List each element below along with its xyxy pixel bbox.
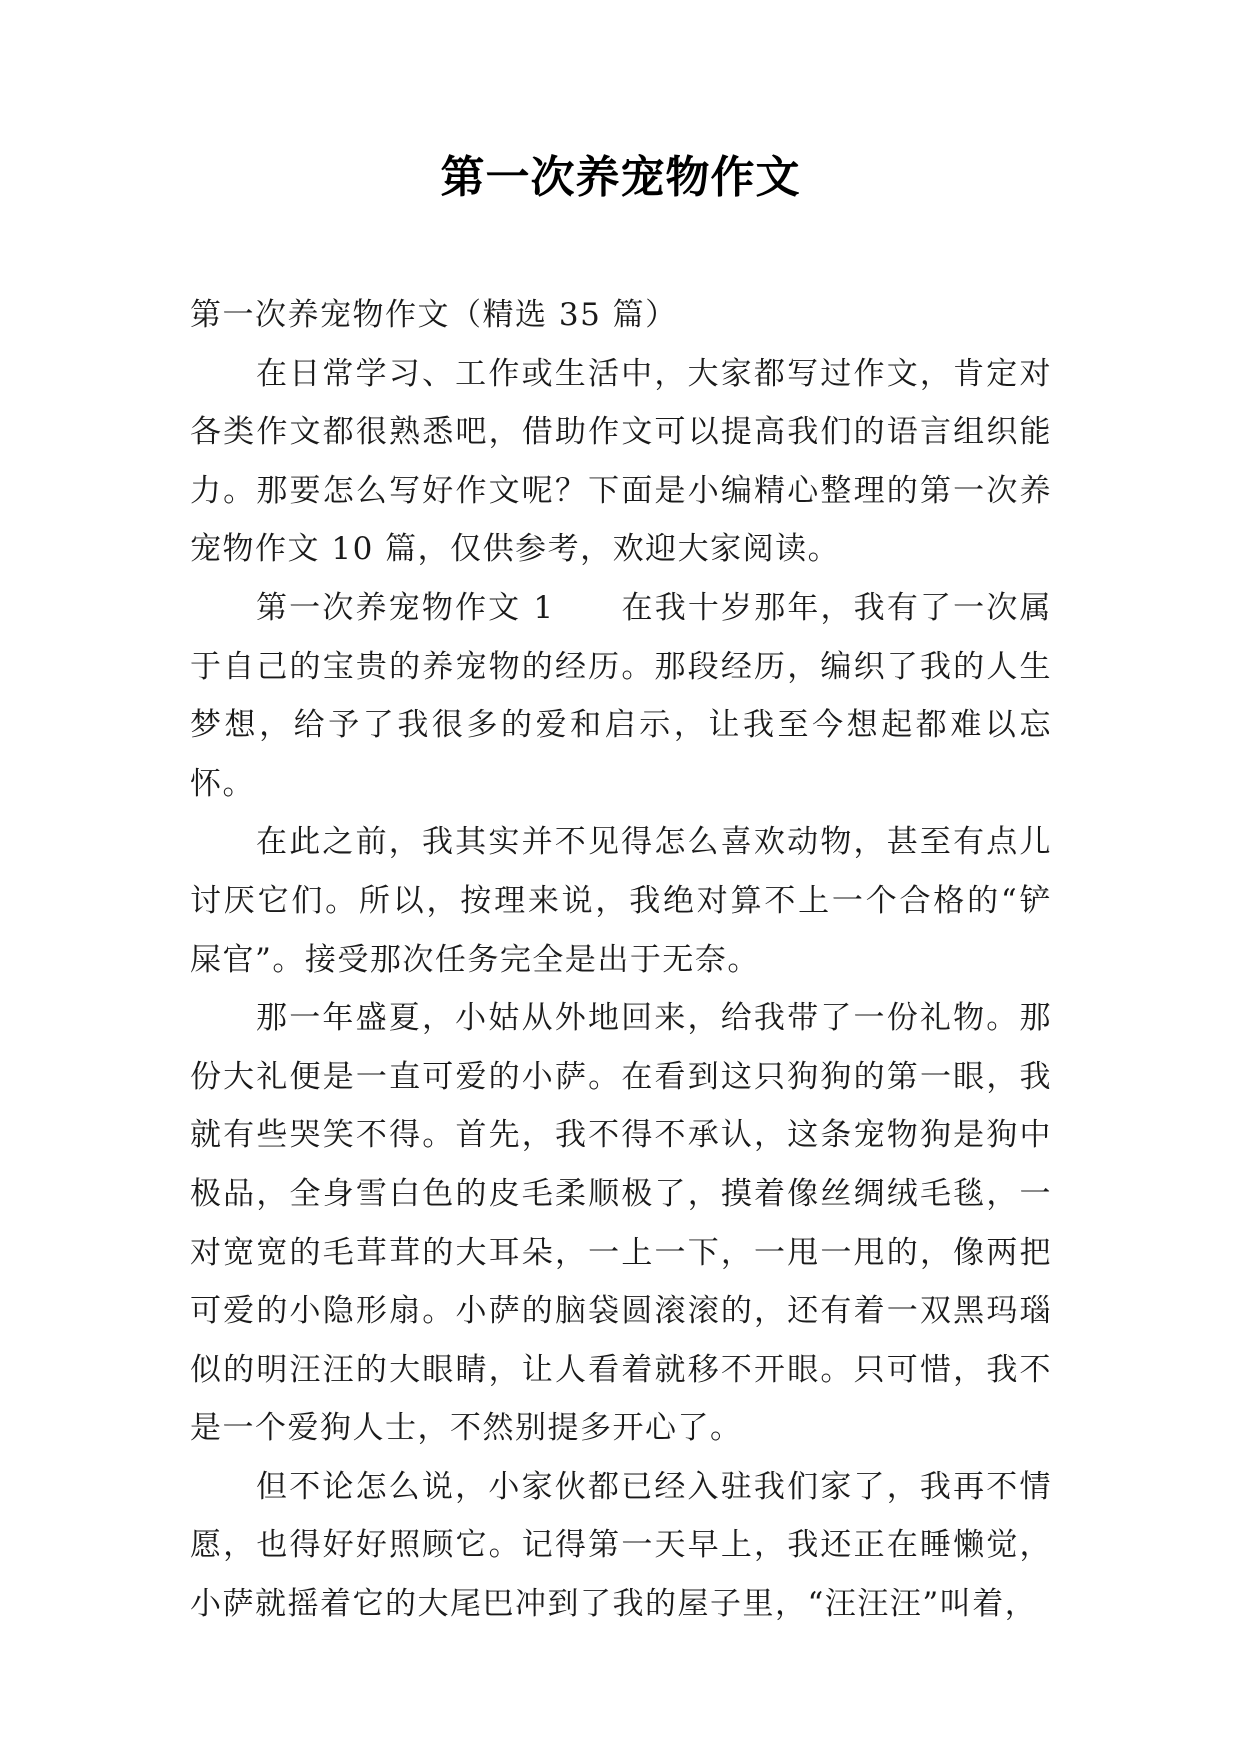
paragraph: 那一年盛夏，小姑从外地回来，给我带了一份礼物。那份大礼便是一直可爱的小萨。在看到这只狗狗的第一眼，我就有些哭笑不得。首先，我不得不承认，这条宠物狗是狗中极品，全身雪白色的皮毛柔顺极了，摸着像丝绸绒毛毯，一对宽宽的毛茸茸的大耳朵，一上一下，一甩一甩的，像两把可爱的小隐形扇。小萨的脑袋圆滚滚的，还有着一双黑玛瑙似的明汪汪的大眼睛，让人看着就移不开眼。只可惜，我不是一个爱狗人士，不然别提多开心了。 xyxy=(190,1000,1052,1447)
paragraph: 在日常学习、工作或生活中，大家都写过作文，肯定对各类作文都很熟悉吧，借助作文可以提高我们的语言组织能力。那要怎么写好作文呢？下面是小编精心整理的第一次养宠物作文 10 篇，仅供参考，欢迎大家阅读。 xyxy=(190,355,1052,568)
paragraph: 第一次养宠物作文 1 在我十岁那年，我有了一次属于自己的宝贵的养宠物的经历。那段经历，编织了我的人生梦想，给予了我很多的爱和启示，让我至今想起都难以忘怀。 xyxy=(190,589,1052,802)
document-body xyxy=(190,286,1052,1634)
paragraph: 但不论怎么说，小家伙都已经入驻我们家了，我再不情愿，也得好好照顾它。记得第一天早上，我还正在睡懒觉，小萨就摇着它的大尾巴冲到了我的屋子里，“汪汪汪”叫着， xyxy=(190,1468,1052,1623)
paragraph: 在此之前，我其实并不见得怎么喜欢动物，甚至有点儿讨厌它们。所以，按理来说，我绝对算不上一个合格的“铲屎官”。接受那次任务完全是出于无奈。 xyxy=(190,824,1052,978)
document-subtitle: 第一次养宠物作文（精选 35 篇） xyxy=(190,297,678,333)
document-title: 第一次养宠物作文 xyxy=(440,152,801,203)
